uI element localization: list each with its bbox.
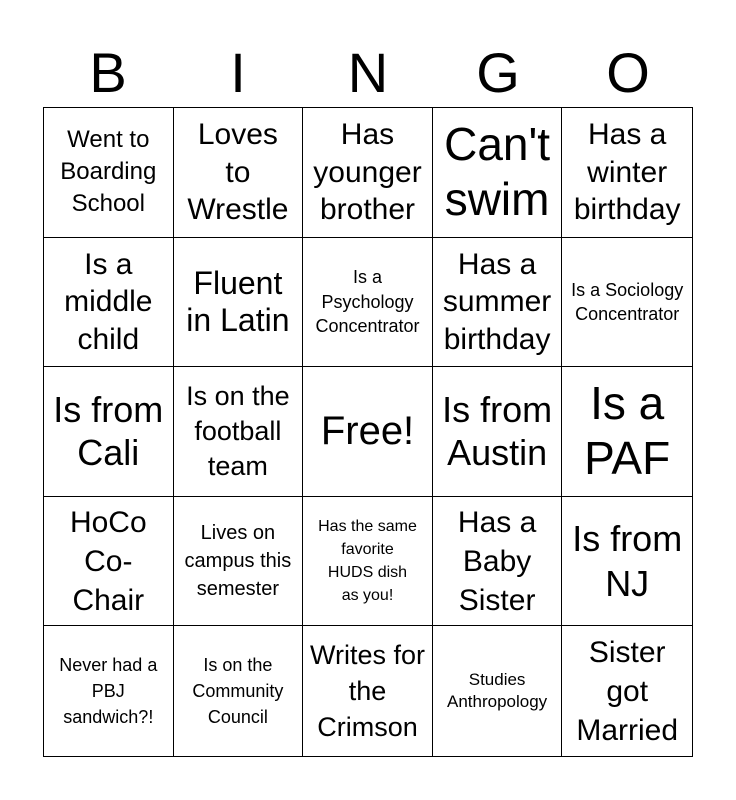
bingo-cell-text: Has the same favorite HUDS dish as you!: [318, 517, 417, 605]
header-letter-o: O: [606, 41, 650, 104]
bingo-cell[interactable]: [562, 497, 692, 627]
bingo-cell[interactable]: [433, 108, 563, 238]
bingo-cell[interactable]: [303, 497, 433, 627]
bingo-cell-text: Has a winter birthday: [573, 118, 681, 227]
header-letter-i: I: [230, 41, 246, 104]
bingo-cell-text: Went to Boarding School: [60, 125, 157, 218]
bingo-cell[interactable]: [174, 367, 304, 497]
bingo-cell-text: Lives on campus this semester: [184, 522, 292, 601]
bingo-cell-text: Studies Anthropology: [447, 670, 548, 712]
bingo-cell-text: Sister got Married: [576, 635, 679, 747]
bingo-cell[interactable]: [562, 367, 692, 497]
bingo-cell[interactable]: [433, 626, 563, 756]
bingo-cell-text: Is a Psychology Concentrator: [315, 267, 420, 337]
bingo-cell-text: Is on the Community Council: [192, 655, 284, 728]
bingo-cell-text: Never had a PBJ sandwich?!: [59, 655, 158, 728]
bingo-cell[interactable]: [303, 367, 433, 497]
bingo-cell[interactable]: [303, 626, 433, 756]
bingo-cell-text: Fluent in Latin: [186, 265, 290, 338]
bingo-cell[interactable]: [433, 367, 563, 497]
bingo-cell-text: Has a summer birthday: [442, 247, 552, 356]
bingo-cell-text: Loves to Wrestle: [187, 118, 289, 227]
bingo-cell[interactable]: [44, 497, 174, 627]
header-letter-b: B: [89, 41, 127, 104]
bingo-cell[interactable]: [433, 497, 563, 627]
bingo-cell-text: Is a PAF: [584, 377, 671, 485]
bingo-cell-text: Can't swim: [444, 118, 551, 226]
bingo-cell[interactable]: [174, 626, 304, 756]
bingo-cell[interactable]: [562, 108, 692, 238]
bingo-cell-text: Is from Cali: [53, 389, 164, 474]
bingo-board: [43, 107, 693, 757]
bingo-header: [43, 38, 693, 108]
bingo-cell[interactable]: [562, 626, 692, 756]
bingo-cell-text: Is from NJ: [572, 518, 683, 605]
bingo-cell[interactable]: [303, 238, 433, 368]
bingo-cell-text: Has a Baby Sister: [457, 505, 537, 617]
bingo-cell-text: Is a Sociology Concentrator: [571, 279, 684, 324]
bingo-cell[interactable]: [44, 108, 174, 238]
bingo-cell-text: HoCo Co-Chair: [69, 505, 147, 617]
header-letter-g: G: [476, 41, 520, 104]
bingo-cell[interactable]: [174, 108, 304, 238]
bingo-cell-text: Is on the football team: [186, 380, 290, 482]
header-letter-n: N: [347, 41, 389, 104]
bingo-cell-text: Is a middle child: [64, 247, 153, 356]
bingo-cell[interactable]: [174, 497, 304, 627]
bingo-cell-text: Writes for the Crimson: [309, 639, 425, 743]
bingo-cell[interactable]: [174, 238, 304, 368]
bingo-cell[interactable]: [44, 626, 174, 756]
bingo-cell[interactable]: [44, 238, 174, 368]
bingo-cell[interactable]: [44, 367, 174, 497]
bingo-cell-text: Free!: [320, 409, 415, 454]
bingo-cell-text: Is from Austin: [442, 389, 553, 474]
bingo-cell[interactable]: [562, 238, 692, 368]
bingo-cell-text: Has younger brother: [313, 118, 422, 227]
bingo-cell[interactable]: [433, 238, 563, 368]
bingo-cell[interactable]: [303, 108, 433, 238]
